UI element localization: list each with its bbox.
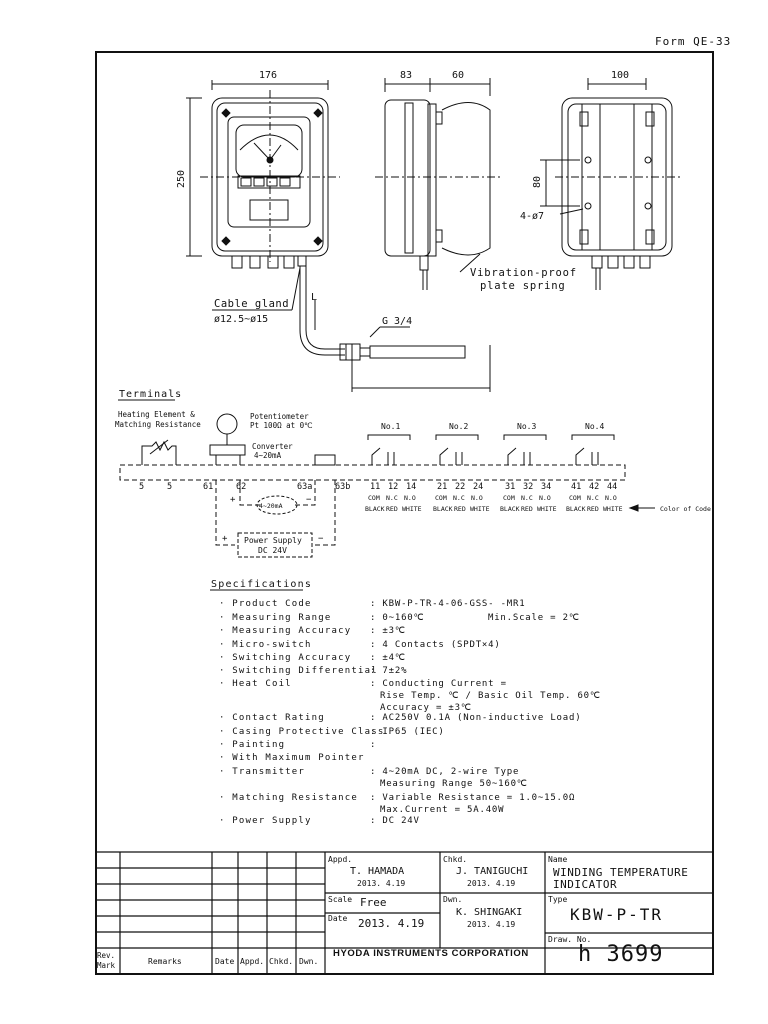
terminal-color: WHITE [402,505,422,513]
terminal-role: N.O [404,494,416,502]
terminal-number: 34 [541,482,552,492]
spec-label: · Painting [219,740,286,750]
terminal-numbers [139,482,617,492]
dim-back-width: 100 [611,70,630,81]
ps-label-2: DC 24V [258,546,287,555]
side-view [375,78,500,290]
tb-dwn-date: 2013. 4.19 [467,920,516,929]
terminal-color: RED [454,505,466,513]
terminal-role: N.O [539,494,551,502]
spec-label: · Measuring Range [219,613,332,623]
terminal-role: N.C [521,494,533,502]
tb-chkd-label: Chkd. [443,855,468,864]
dim-front-height: 250 [176,169,187,188]
spec-label: · Product Code [219,599,312,609]
dim-front-width: 176 [259,70,278,81]
tb-chkd-name: J. TANIGUCHI [456,866,529,877]
spec-extra: Measuring Range 50~160℃ [380,779,528,789]
pot-label-1: Potentiometer [250,412,309,421]
conv-label-2: 4~20mA [254,451,282,460]
terminals-title: Terminals [119,389,183,400]
terminal-number: 11 [370,482,381,492]
spec-value: : [370,740,377,750]
tb-scale-label: Scale [328,895,353,904]
tb-rev: Rev. [97,951,116,960]
spec-more: Accuracy = ±3℃ [380,703,472,713]
tb-appd: Appd. [240,957,265,966]
terminal-number: 42 [589,482,600,492]
spring-label-2: plate spring [480,280,566,292]
terminal-color: WHITE [537,505,557,513]
spec-value: : Variable Resistance = 1.0~15.0Ω [370,793,576,803]
terminal-color: RED [587,505,599,513]
dim-thread: G 3/4 [382,316,413,327]
terminal-number: 44 [607,482,618,492]
tb-name-line2: INDICATOR [553,878,618,891]
terminal-number: 5 [167,482,173,492]
tb-name-label: Name [548,855,568,864]
terminal-role: N.O [605,494,617,502]
spring-label-1: Vibration-proof [470,267,577,279]
loop-label: 4~20mA [259,502,283,510]
terminal-color: BLACK [566,505,586,513]
spec-label: · Heat Coil [219,679,292,689]
spec-value: : 7±2% [370,666,408,676]
form-code: Form QE-33 [655,35,732,48]
terminal-number: 31 [505,482,516,492]
terminal-number: 21 [437,482,448,492]
ps-plus: + [222,534,228,544]
spec-value: : 4 Contacts (SPDT×4) [370,640,501,650]
terminal-number: 5 [139,482,145,492]
terminal-color: WHITE [470,505,490,513]
pot-label-2: Pt 100Ω at 0℃ [250,421,313,430]
tb-appd-name: T. HAMADA [350,866,405,877]
terminal-colors [365,505,623,513]
tb-date-value: 2013. 4.19 [358,917,425,930]
cable-gland-label: Cable gland [214,298,290,310]
terminal-role: COM [368,494,380,502]
tb-chkd-date: 2013. 4.19 [467,879,516,888]
specifications-title: Specifications [211,579,313,590]
spec-value: : IP65 (IEC) [370,727,445,737]
spec-label: · Transmitter [219,767,306,777]
spec-value: : Conducting Current = [370,679,507,689]
terminal-roles [368,494,617,502]
heating-label-1: Heating Element & [118,410,195,419]
dim-back-height: 80 [532,175,543,188]
tb-appd-date: 2013. 4.19 [357,879,406,888]
tb-type-value: KBW-P-TR [570,905,664,924]
terminal-number: 41 [571,482,582,492]
spec-label: · Switching Differential [219,666,378,676]
spec-value: : 4~20mA DC, 2-wire Type [370,767,520,777]
terminal-number: 14 [406,482,417,492]
tb-scale-value: Free [360,896,387,909]
spec-label: · Switching Accuracy [219,653,352,663]
tb-company: HYODA INSTRUMENTS CORPORATION [333,948,529,959]
ps-minus: − [318,534,324,544]
group-no1: No.1 [381,422,401,431]
terminal-role: N.C [453,494,465,502]
terminal-number: 63b [335,482,351,492]
spec-extra: Max.Current = 5A.40W [380,805,505,815]
heating-label-2: Matching Resistance [115,420,201,429]
spec-label: · Casing Protective Class [219,727,385,737]
spec-value: : ±4℃ [370,653,406,663]
terminal-color: WHITE [603,505,623,513]
terminal-color: BLACK [433,505,453,513]
tb-dwn: Dwn. [299,957,319,966]
terminal-number: 63a [297,482,313,492]
terminal-number: 24 [473,482,484,492]
terminal-number: 22 [455,482,466,492]
terminal-role: N.C [587,494,599,502]
tb-type-label: Type [548,895,568,904]
terminal-role: N.O [471,494,483,502]
dim-spring-depth: 60 [452,70,465,81]
tb-date: Date [215,957,235,966]
terminal-role: COM [435,494,447,502]
conv-label-1: Converter [252,442,293,451]
group-no4: No.4 [585,422,605,431]
spec-value: : KBW-P-TR-4-06-GSS- -MR1 [370,599,526,609]
spec-extra: Rise Temp. ℃ / Basic Oil Temp. 60℃ [380,691,601,701]
spec-extra: Min.Scale = 2℃ [488,613,580,623]
terminal-number: 61 [203,482,214,492]
terminal-role: COM [569,494,581,502]
cable-gland-range: ø12.5~ø15 [214,314,269,325]
spec-value: : DC 24V [370,816,420,826]
tb-chkd: Chkd. [269,957,294,966]
loop-plus: + [230,495,236,505]
terminal-color: RED [386,505,398,513]
terminal-number: 32 [523,482,534,492]
dim-holes: 4-ø7 [520,211,545,222]
spec-label: · With Maximum Pointer [219,753,365,763]
tb-remarks: Remarks [148,957,182,966]
back-view [540,78,680,290]
group-no2: No.2 [449,422,469,431]
terminal-color: BLACK [365,505,385,513]
tb-appd-label: Appd. [328,855,353,864]
tb-drawno-value: h 3699 [578,942,664,967]
group-no3: No.3 [517,422,537,431]
tb-dwn-label: Dwn. [443,895,463,904]
terminal-number: 12 [388,482,399,492]
tb-name-line1: WINDING TEMPERATURE [553,866,689,879]
spec-label: · Contact Rating [219,713,325,723]
dim-side-depth: 83 [400,70,413,81]
ps-label-1: Power Supply [244,536,302,545]
spec-value: : ±3℃ [370,626,406,636]
spec-label: · Matching Resistance [219,793,358,803]
terminal-number: 62 [236,482,247,492]
color-note: Color of Code [660,505,711,513]
tb-dwn-name: K. SHINGAKI [456,907,523,918]
spec-label: · Measuring Accuracy [219,626,352,636]
terminal-role: N.C [386,494,398,502]
tb-mark: Mark [97,961,116,970]
terminal-color: BLACK [500,505,520,513]
terminal-role: COM [503,494,515,502]
tb-drawno-label: Draw. No. [548,935,592,944]
spec-label: · Micro-switch [219,640,312,650]
terminal-color: RED [521,505,533,513]
tb-date-label: Date [328,914,348,923]
loop-minus: − [306,495,312,505]
spec-value: : AC250V 0.1A (Non-inductive Load) [370,713,582,723]
sensor-bulb [315,300,490,392]
dim-length: L [311,292,318,303]
spec-label: · Power Supply [219,816,312,826]
spec-value: : 0~160℃ [370,613,425,623]
